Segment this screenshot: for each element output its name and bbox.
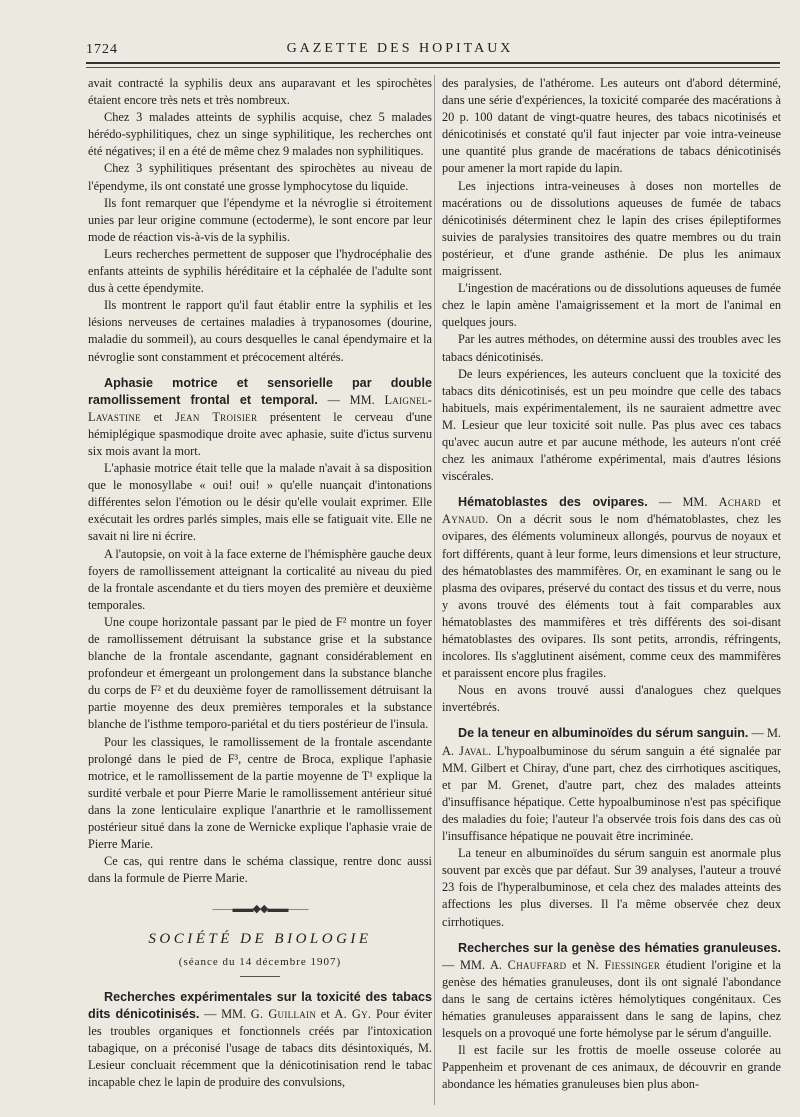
- left-column: [88, 75, 432, 1091]
- article-aphasie: Aphasie motrice et sensorielle par double ramollissement frontal et temporal. — MM. Laignel-Lavastine et Jean Troisier présentent le cerveau d'une hémiplégique spasmodique droite avec aphasie, suite d'ictus survenu six mois avant la mort.: [88, 375, 433, 458]
- article-title: Hématoblastes des ovipares.: [458, 495, 648, 510]
- paragraph: La teneur en albuminoïdes du sérum sanguin est anormale plus souvent par excès que par défaut. Sur 39 analyses, l'auteur a trouvé 23 fois de l'hyperalbuminose, et cela chez des malades atteints des affections les plus diverses. Il l'a même observée chez deux cirrhotiques.: [442, 846, 781, 929]
- author-name: Javal.: [459, 743, 492, 758]
- article-title: Aphasie motrice et sensorielle par double ramollissement frontal et temporal.: [88, 375, 432, 407]
- author-name: Fiessinger: [604, 957, 661, 972]
- paragraph: Ils montrent le rapport qu'il faut établir entre la syphilis et les lésions nerveuses de certaines maladies à trypanosomes (dourine, maladie du sommeil), au cours desquelles le canal épendymaire et la névroglie sont constamment et précocement altérés.: [88, 298, 432, 364]
- paragraph: Chez 3 syphilitiques présentant des spirochètes au niveau de l'épendyme, ils ont constaté une grosse lymphocytose du liquide.: [88, 161, 432, 193]
- session-date: (séance du 14 décembre 1907): [178, 955, 342, 968]
- author-name: Achard: [718, 495, 761, 510]
- page-number: 1724: [86, 42, 118, 57]
- author-name: Chauffard: [507, 957, 567, 972]
- paragraph: Leurs recherches permettent de supposer que l'hydrocéphalie des enfants atteints de syphilis héréditaire et la céphalée de l'adulte sont dus à cette épendymite.: [88, 246, 432, 296]
- paragraph: Nous en avons trouvé aussi d'analogues chez quelques invertébrés.: [442, 683, 781, 715]
- author-name: Aynaud.: [442, 512, 489, 527]
- society-heading: SOCIÉTÉ DE BIOLOGIE: [148, 930, 372, 947]
- paragraph: Ils font remarquer que l'épendyme et la névroglie si étroitement unies par leur origine commune (ectoderme), le sont encore par leur mode de réaction vis-à-vis de la syphilis.: [88, 195, 432, 244]
- paragraph: Chez 3 malades atteints de syphilis acquise, chez 5 malades hérédo-syphilitiques, chez un singe syphilitique, les recherches ont été négatives; il en a été de même chez 9 malades non syphilitiques.: [88, 110, 432, 159]
- article-title: Recherches expérimentales sur la toxicité des tabacs dits dénicotinisés.: [88, 989, 432, 1021]
- paragraph: Pour les classiques, le ramollissement de la frontale ascendante prolongé dans le pied de F³, centre de Broca, explique l'aphasie motrice, et le ramollissement de la partie moyenne de T¹ explique la surdité verbale et pour Pierre Marie le ramollissement antérieur situé dans la zone lenticulaire explique l'anarthrie et le ramollissement postérieur situé dans la zone de Wernicke explique l'aphasie vraie de Pierre Marie.: [88, 734, 432, 852]
- paragraph: Une coupe horizontale passant par le pied de F² montre un foyer de ramollissement détruisant la substance grise et la substance blanche de la frontale ascendante, gagnant considérablement en profondeur et émergeant un prolongement dans la substance blanche du corps de F² et du deuxième foyer de ramollissement détruisant la partie moyenne des deux premières temporales et la substance blanche de l'isthme temporo-pariétal et du tiers postérieur de l'insula.: [88, 614, 432, 732]
- author-name: Jean Troisier: [175, 409, 258, 424]
- short-rule: [240, 976, 280, 977]
- paragraph: Les injections intra-veineuses à doses non mortelles de macérations ou de dissolutions aqueuses de fumée de tabacs dénicotinisés déterminent chez le lapin des crises épileptiformes suivies de paralysies transitoires des quatre membres ou du train postérieur, et d'une grande asthénie. De plus les animaux maigrissent.: [442, 178, 781, 279]
- paragraph: A l'autopsie, on voit à la face externe de l'hémisphère gauche deux foyers de ramollissement atteignant la corticalité au niveau du pied de la frontale ascendante et du tiers moyen des première et deuxième temporales.: [88, 546, 433, 612]
- author-name: G. Guillain: [250, 1006, 317, 1021]
- paragraph: L'aphasie motrice était telle que la malade n'avait à sa disposition que le monosyllabe « oui! oui! » qu'elle nuançait d'intonations différentes selon l'émotion ou le désir qu'elle voulait exprimer. Elle exécutait les ordres parlés simples, mais elle se fatiguait vite. Elle ne savait ni lire ni écrire.: [88, 461, 432, 544]
- paragraph: Par les autres méthodes, on détermine aussi des troubles avec les tabacs dénicotinisés.: [442, 332, 781, 364]
- article-hematoblastes: Hématoblastes des ovipares. — MM. Achard et Aynaud. On a décrit sous le nom d'hématoblastes, chez les ovipares, des éléments volumineux allongés, pourvus de noyaux et fort différents, quant à leur forme, leurs dimensions et leur structure, des hématoblastes des mammifères. Or, en examinant le sang ou le plasma des ovipares, préservé du contact des tissus et du verre, nous y avons trouvé des éléments tout à fait comparables aux hématoblastes des mammifères et très différents des soi-disant hématoblastes des ovipares. Ils sont petits, arrondis, réfringents, incolores. Ils s'agglutinent aisément, comme ceux des mammifères et paraissent encore plus fragiles.: [442, 495, 781, 681]
- paragraph: L'ingestion de macérations ou de dissolutions aqueuses de fumée chez le lapin amène l'amaigrissement et la mort de l'animal en quelques jours.: [442, 281, 781, 330]
- paragraph: Il est facile sur les frottis de moelle osseuse colorée au Pappenheim et provenant de ces animaux, de découvrir en grande abondance les hématies granuleuses bien plus abon-: [442, 1043, 781, 1092]
- header-rule: [86, 62, 780, 64]
- author-name: A. Gy.: [334, 1006, 372, 1021]
- article-title: De la teneur en albuminoïdes du sérum sanguin.: [458, 726, 749, 741]
- paragraph: avait contracté la syphilis deux ans auparavant et les spirochètes étaient encore très nets et très nombreux.: [88, 76, 432, 108]
- article-tabac: Recherches expérimentales sur la toxicité des tabacs dits dénicotinisés. — MM. G. Guillain et A. Gy. Pour éviter les troubles organiques et fonctionnels créés par l'intoxication tabagique, on a préconisé l'usage de tabacs dits désintoxiqués, M. Lesieur concluait récemment que la dénicotinisation rend le tabac incapable chez le lapin de produire des convulsions,: [88, 989, 433, 1090]
- journal-title: GAZETTE DES HOPITAUX: [286, 41, 514, 56]
- right-column: [442, 75, 781, 1093]
- article-title: Recherches sur la genèse des hématies granuleuses.: [458, 940, 781, 955]
- author-name: Laignel-Lavastine: [88, 392, 432, 424]
- paragraph: De leurs expériences, les auteurs concluent que la toxicité des tabacs dits dénicotinisés, est un peu moindre que celle des tabacs habituels, mais expérimentalement, ils ne sauraient admettre avec M. Lesieur que leur toxicité soit nulle. Pas plus avec ces tabacs qu'avec aucun autre et par aucune méthode, les auteurs n'ont créé chez les animaux l'athérome expérimental, mais d'autres lésions viscérales.: [442, 366, 781, 484]
- article-hematies: Recherches sur la genèse des hématies granuleuses. — MM. A. Chauffard et N. Fiessinger étudient l'origine et la genèse des hématies granuleuses, dont ils ont signalé l'abondance dans le sang de certains ictères hémolytiques congénitaux. Ces hématies granuleuses apparaissent dans le sang de lapins, chez lesquels on a provoqué une forte hémolyse par le sérum d'anguille.: [442, 940, 781, 1041]
- article-albumin: De la teneur en albuminoïdes du sérum sanguin. — M. A. Javal. L'hypoalbuminose du sérum sanguin a été signalée par MM. Gilbert et Chiray, d'une part, chez des cirrhotiques ascitiques, et par M. Grenet, d'autre part, chez des malades atteints d'insuffisance hépatique. Cette hypoalbuminose n'est pas spécifique des maladies du foie; l'auteur l'a observée trois fois dans des cas où l'insuffisance hépatique ne pouvait être incriminée.: [442, 726, 782, 844]
- paragraph: des paralysies, de l'athérome. Les auteurs ont d'abord déterminé, dans une série d'expériences, la toxicité comparée des macérations à 20 p. 100 datant de vingt-quatre heures, des tabacs nicotinisés et dénicotinisés et constaté qu'il faut injecter par voie intra-veineuse une quantité plus grande de macérations de tabacs dénicotinisés pour amener la mort rapide du lapin.: [442, 76, 781, 176]
- paragraph: Ce cas, qui rentre dans le schéma classique, rentre donc aussi dans la formule de Pierre Marie.: [88, 854, 432, 886]
- header-rule-thin: [86, 67, 780, 68]
- section-ornament: ——▬▬◆◆▬▬——: [212, 903, 308, 916]
- column-separator: [434, 75, 435, 1105]
